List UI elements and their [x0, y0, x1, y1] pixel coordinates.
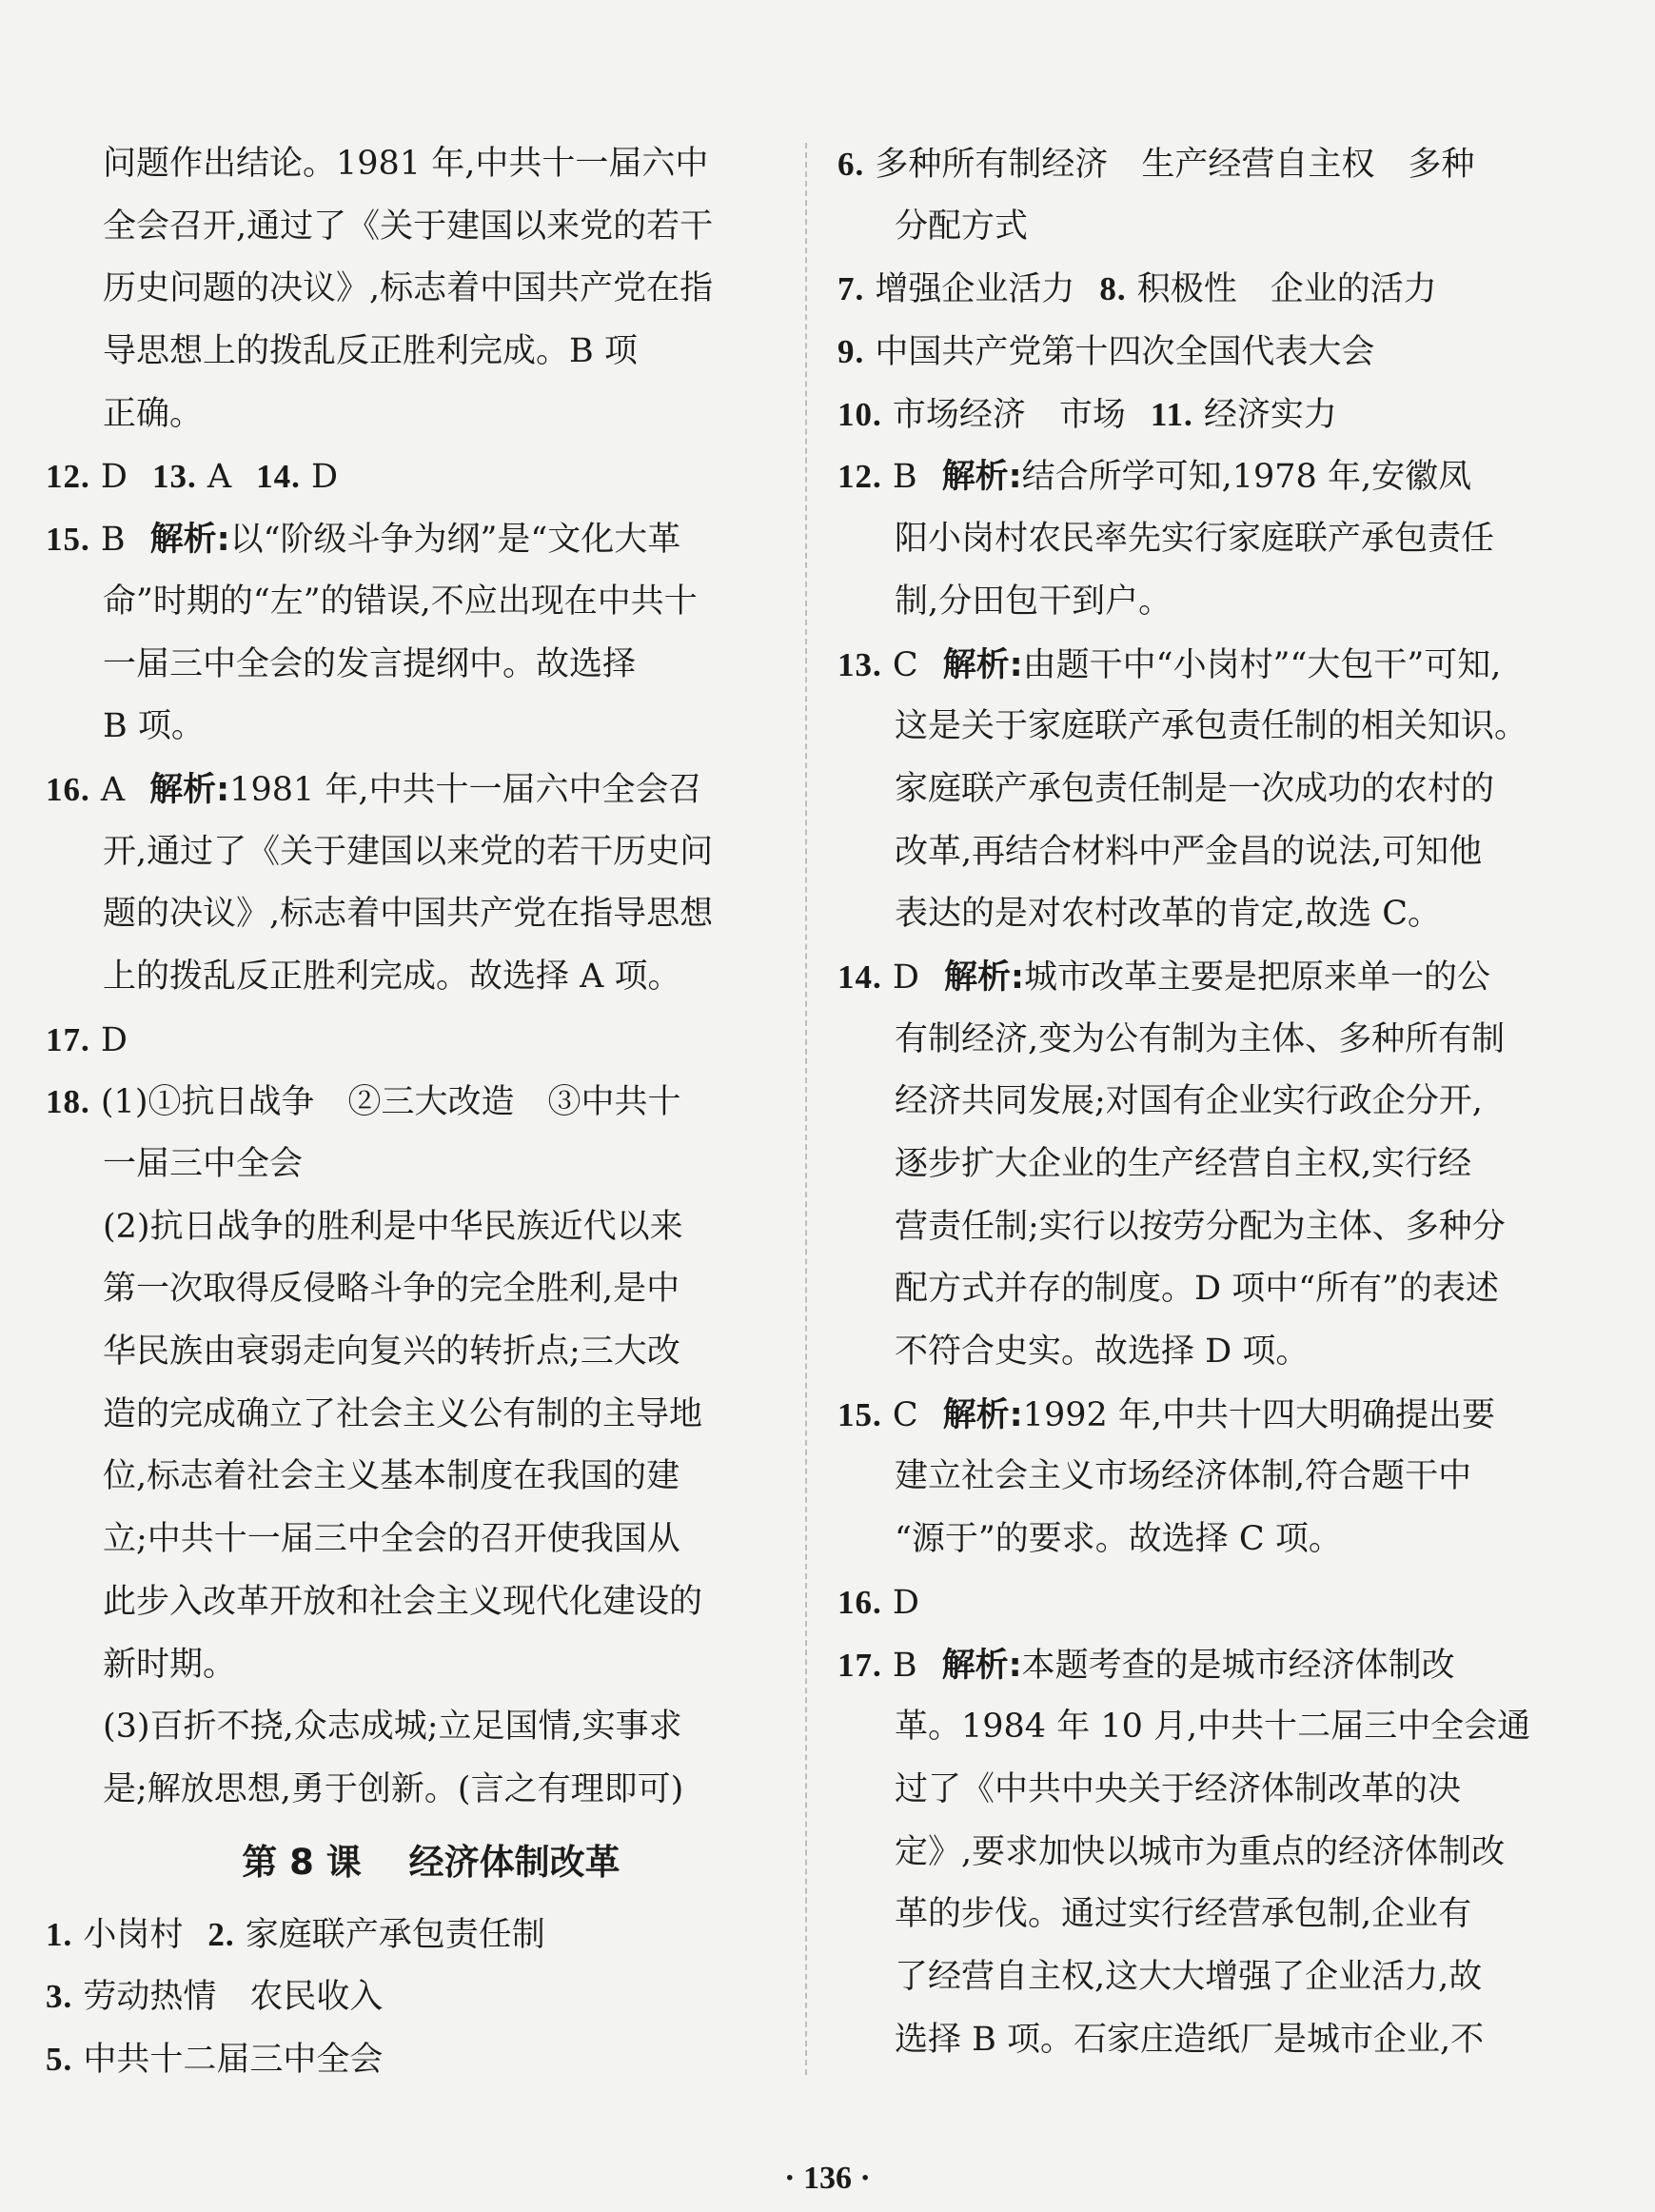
text-line — [837, 445, 1580, 508]
answer-text: D — [100, 1020, 128, 1059]
answer-text: 经济共同发展;对国有企业实行政企分开, — [895, 1082, 1483, 1121]
answer-text: D — [311, 458, 339, 497]
answer-text: 配方式并存的制度。D 项中“所有”的表述 — [895, 1270, 1499, 1309]
text-line — [46, 1965, 778, 2028]
answer-text: 造的完成确立了社会主义公有制的主导地 — [103, 1394, 703, 1433]
answer-text: 增强企业活力 — [875, 270, 1075, 309]
text-line — [46, 946, 778, 1009]
answer-text: 经济实力 — [1203, 395, 1337, 434]
answer-text: 分配方式 — [895, 207, 1029, 246]
answer-text: 新时期。 — [103, 1645, 237, 1684]
item-number: 18. — [46, 1083, 90, 1121]
analysis-label: 解析: — [942, 1395, 1023, 1434]
text-line — [837, 1509, 1580, 1571]
analysis-label: 解析: — [149, 521, 230, 560]
answer-text: 家庭联产承包责任制 — [245, 1915, 545, 1954]
text-line — [46, 1446, 778, 1509]
item-number: 14. — [837, 958, 882, 996]
answer-text: 了经营自主权,这大大增强了企业活力,故 — [895, 1957, 1483, 1996]
text-line — [837, 696, 1580, 759]
answer-text: 是;解放思想,勇于创新。(言之有理即可) — [103, 1769, 684, 1808]
answer-text: 题的决议》,标志着中国共产党在指导思想 — [103, 895, 714, 934]
item-number: 10. — [837, 395, 882, 433]
answer-text: 积极性 企业的活力 — [1136, 270, 1437, 309]
text-line — [837, 196, 1580, 259]
text-line — [46, 196, 778, 259]
text-line — [837, 258, 1580, 321]
answer-text: 第一次取得反侵略斗争的完全胜利,是中 — [103, 1270, 680, 1309]
item-number: 1. — [46, 1915, 73, 1953]
analysis-text: 1981 年,中共十一届六中全会召 — [229, 770, 702, 809]
answer-text: 开,通过了《关于建国以来党的若干历史问 — [103, 832, 714, 871]
answer-text: 劳动热情 农民收入 — [83, 1978, 384, 2017]
analysis-text: 1992 年,中共十四大明确提出要 — [1022, 1395, 1495, 1434]
text-line — [46, 1759, 778, 1822]
text-line — [837, 1634, 1580, 1697]
text-line — [46, 508, 778, 571]
text-line — [837, 759, 1580, 821]
answer-text: 有制经济,变为公有制为主体、多种所有制 — [895, 1019, 1506, 1058]
analysis-label: 解析: — [942, 645, 1023, 684]
answer-text: 位,标志着社会主义基本制度在我国的建 — [103, 1457, 680, 1496]
answer-text: 革的步伐。通过实行经营承包制,企业有 — [895, 1895, 1472, 1934]
item-number: 12. — [837, 458, 882, 496]
text-line — [46, 1009, 778, 1072]
item-number: 16. — [837, 1583, 882, 1621]
answer-text: C — [892, 645, 918, 684]
text-line — [837, 1696, 1580, 1759]
answer-text: 上的拨乱反正胜利完成。故选择 A 项。 — [103, 957, 681, 996]
answer-text: 革。1984 年 10 月,中共十二届三中全会通 — [895, 1708, 1531, 1747]
text-line — [837, 508, 1580, 571]
answer-text: 历史问题的决议》,标志着中国共产党在指 — [103, 269, 714, 308]
answer-text: 市场经济 市场 — [892, 395, 1126, 434]
text-line — [46, 258, 778, 321]
item-number: 13. — [837, 645, 882, 683]
item-number: 3. — [46, 1978, 73, 2016]
answer-text: 此步入改革开放和社会主义现代化建设的 — [103, 1582, 703, 1621]
answer-text: 多种所有制经济 生产经营自主权 多种 — [875, 146, 1475, 184]
text-line — [46, 1196, 778, 1259]
answer-text: 营责任制;实行以按劳分配为主体、多种分 — [895, 1207, 1506, 1246]
answer-text: 问题作出结论。1981 年,中共十一届六中 — [103, 145, 709, 183]
answer-text: 导思想上的拨乱反正胜利完成。B 项 — [103, 332, 638, 371]
text-line — [837, 2009, 1580, 2072]
text-line — [837, 821, 1580, 884]
analysis-text: 城市改革主要是把原来单一的公 — [1023, 958, 1490, 997]
answer-text: 不符合史实。故选择 D 项。 — [895, 1333, 1310, 1372]
item-number: 7. — [837, 270, 865, 308]
answer-text: 小岗村 — [83, 1915, 184, 1954]
text-line — [46, 883, 778, 946]
analysis-label: 解析: — [149, 770, 230, 809]
answer-text: (3)百折不挠,众志成城;立足国情,实事求 — [103, 1708, 682, 1747]
answer-text: 制,分田包干到户。 — [895, 582, 1172, 621]
answer-text: 全会召开,通过了《关于建国以来党的若干 — [103, 207, 714, 246]
text-line — [837, 321, 1580, 384]
text-line — [46, 1904, 778, 1966]
answer-text: D — [892, 958, 919, 997]
answer-text: 这是关于家庭联产承包责任制的相关知识。 — [895, 707, 1528, 746]
item-number: 12. — [46, 458, 90, 496]
text-line — [837, 1384, 1580, 1447]
answer-text: 建立社会主义市场经济体制,符合题干中 — [895, 1457, 1472, 1496]
item-number: 15. — [46, 521, 90, 559]
answer-text: C — [892, 1395, 918, 1434]
text-line — [46, 445, 778, 508]
text-line — [46, 321, 778, 384]
answer-text: 阳小岗村农民率先实行家庭联产承包责任 — [895, 520, 1495, 559]
text-line — [837, 1446, 1580, 1509]
item-number: 17. — [837, 1646, 882, 1684]
answer-text: D — [892, 1583, 919, 1622]
answer-text: 家庭联产承包责任制是一次成功的农村的 — [895, 769, 1495, 808]
analysis-text: 以“阶级斗争为纲”是“文化大革 — [229, 521, 681, 560]
text-line — [837, 384, 1580, 446]
answer-text: 定》,要求加快以城市为重点的经济体制改 — [895, 1832, 1506, 1871]
item-number: 11. — [1150, 395, 1193, 433]
text-line — [46, 1696, 778, 1759]
analysis-text: 由题干中“小岗村”“大包干”可知, — [1022, 645, 1502, 684]
text-line — [46, 1509, 778, 1571]
item-number: 6. — [837, 146, 865, 183]
text-line — [46, 133, 778, 196]
text-line — [46, 2028, 778, 2091]
answer-text: 表达的是对农村改革的肯定,故选 C。 — [895, 895, 1442, 934]
answer-text: 逐步扩大企业的生产经营自主权,实行经 — [895, 1145, 1472, 1183]
answer-text: 一届三中全会 — [103, 1145, 304, 1183]
column-divider — [805, 143, 807, 2075]
text-line — [46, 634, 778, 697]
analysis-label: 解析: — [941, 458, 1022, 497]
text-line — [46, 1384, 778, 1447]
answer-text: B — [892, 458, 917, 497]
answer-text: 一届三中全会的发言提纲中。故选择 — [103, 644, 637, 683]
text-line — [46, 1258, 778, 1321]
text-line — [46, 696, 778, 759]
text-line — [46, 384, 778, 446]
text-line — [837, 1884, 1580, 1946]
text-line — [837, 1258, 1580, 1321]
answer-text: 立;中共十一届三中全会的召开使我国从 — [103, 1520, 680, 1559]
analysis-text: 本题考查的是城市经济体制改 — [1021, 1646, 1455, 1685]
answer-text: B 项。 — [103, 707, 205, 746]
text-line — [46, 1571, 778, 1634]
answer-text: 改革,再结合材料中严金昌的说法,可知他 — [895, 832, 1483, 871]
analysis-label: 解析: — [941, 1646, 1022, 1685]
text-line — [837, 1071, 1580, 1134]
item-number: 16. — [46, 770, 90, 808]
item-number: 8. — [1099, 270, 1127, 308]
answer-text: (2)抗日战争的胜利是中华民族近代以来 — [103, 1207, 683, 1246]
analysis-label: 解析: — [943, 958, 1024, 997]
analysis-text: 结合所学可知,1978 年,安徽凤 — [1021, 458, 1472, 497]
item-number: 14. — [256, 458, 301, 496]
text-line — [837, 1134, 1580, 1196]
text-line — [837, 634, 1580, 697]
text-line — [837, 1759, 1580, 1822]
answer-text: “源于”的要求。故选择 C 项。 — [895, 1520, 1342, 1559]
answer-text: (1)①抗日战争 ②三大改造 ③中共十 — [100, 1083, 681, 1122]
text-line — [837, 1946, 1580, 2009]
answer-text: B — [100, 521, 126, 560]
item-number: 9. — [837, 333, 865, 371]
text-line — [837, 1009, 1580, 1072]
answer-text: B — [892, 1646, 917, 1685]
item-number: 13. — [151, 458, 197, 496]
text-line — [837, 1822, 1580, 1885]
text-line — [46, 1321, 778, 1384]
left-column — [46, 133, 778, 2091]
answer-text: 正确。 — [103, 394, 204, 433]
text-line — [837, 1321, 1580, 1384]
answer-text: A — [100, 770, 126, 809]
text-line — [46, 821, 778, 884]
text-line — [837, 1196, 1580, 1259]
right-column — [837, 133, 1580, 2071]
answer-text: 中共十二届三中全会 — [83, 2040, 384, 2079]
answer-text: A — [207, 458, 232, 497]
text-line — [837, 571, 1580, 634]
answer-text: 过了《中共中央关于经济体制改革的决 — [895, 1769, 1462, 1808]
text-line — [46, 1134, 778, 1196]
text-line — [46, 571, 778, 634]
text-line — [837, 946, 1580, 1009]
answer-text: D — [100, 458, 128, 497]
item-number: 17. — [46, 1020, 90, 1058]
text-line — [837, 133, 1580, 196]
text-line — [837, 883, 1580, 946]
item-number: 15. — [837, 1395, 882, 1433]
answer-text: 命”时期的“左”的错误,不应出现在中共十 — [103, 582, 698, 621]
text-line — [46, 759, 778, 821]
answer-text: 华民族由衰弱走向复兴的转折点;三大改 — [103, 1333, 680, 1372]
item-number: 5. — [46, 2040, 73, 2078]
answer-text: 选择 B 项。石家庄造纸厂是城市企业,不 — [895, 2020, 1485, 2059]
answer-text: 中国共产党第十四次全国代表大会 — [875, 333, 1375, 372]
text-line — [46, 1071, 778, 1134]
text-line — [837, 1571, 1580, 1634]
page-number: · 136 · — [784, 2161, 871, 2196]
text-line — [46, 1634, 778, 1697]
lesson-title: 第 8 课 经济体制改革 — [242, 1841, 621, 1883]
item-number: 2. — [207, 1915, 235, 1953]
